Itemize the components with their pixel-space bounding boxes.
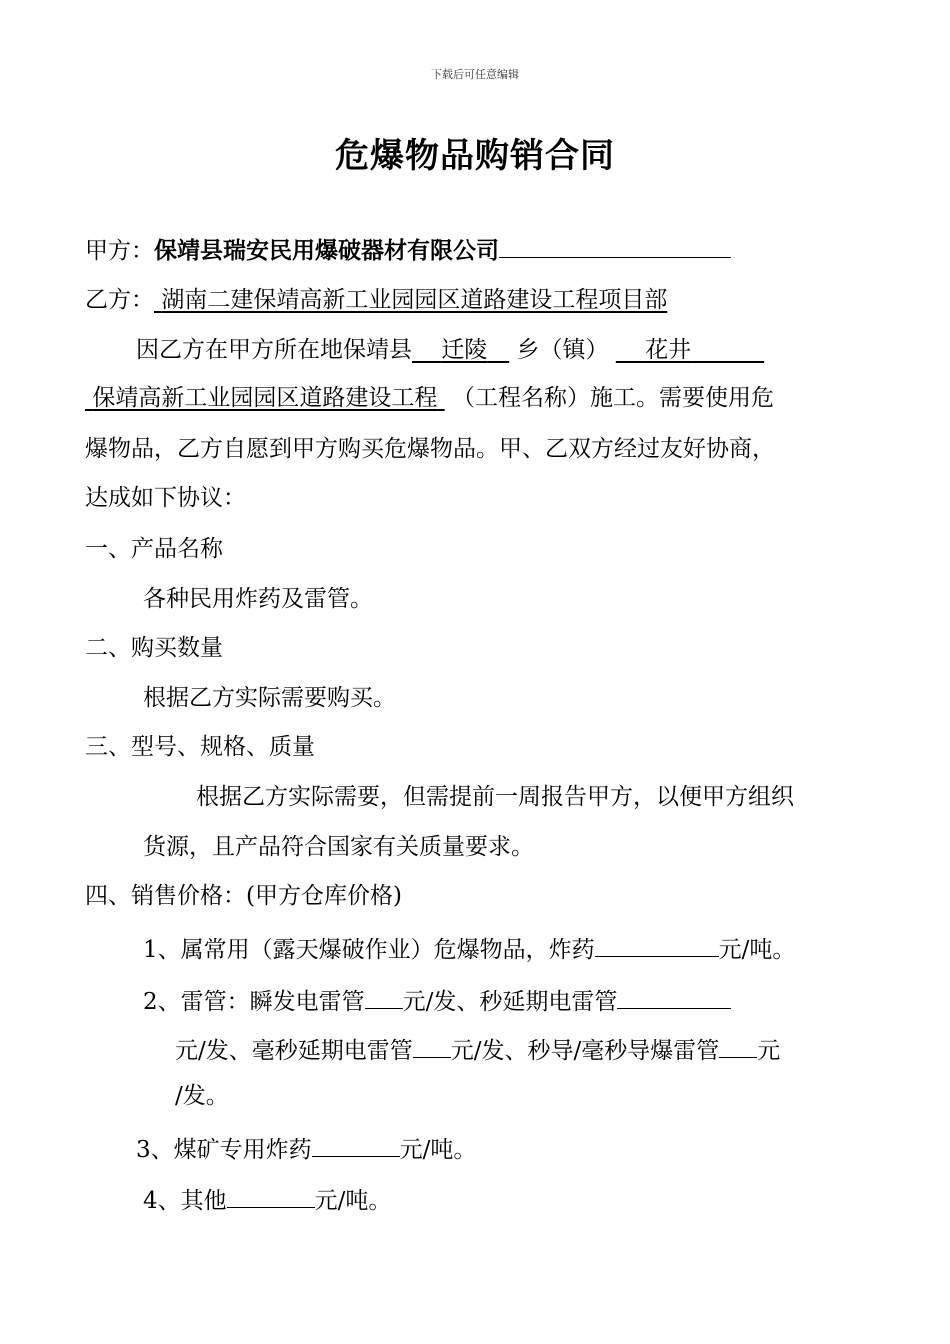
ms-delay-detonator-price-blank: [413, 1031, 451, 1058]
party-b-label: 乙方：: [85, 287, 154, 313]
party-a-label: 甲方：: [85, 238, 154, 264]
intro-line-2: [85, 382, 774, 414]
nonel-detonator-price-blank: [719, 1031, 757, 1058]
price-item-2-line-2: 元/发、毫秒延期电雷管 元/发、秒导/毫秒导爆雷管 元: [175, 1031, 780, 1067]
section-1-heading: 一、产品名称: [85, 536, 223, 562]
intro-line-1: [136, 334, 764, 366]
intro-text-1: 因乙方在甲方所在地保靖县: [136, 337, 412, 363]
coal-mine-explosive-price-blank: [312, 1130, 400, 1157]
section-2-heading: 二、购买数量: [85, 635, 223, 661]
instant-detonator-price-blank: [365, 982, 403, 1009]
village-field: 花井: [645, 337, 692, 363]
intro-text-2: 乡（镇）: [516, 337, 609, 363]
page-header-note: 下载后可任意编辑: [431, 68, 519, 81]
intro-text-3: （工程名称）施工。需要使用危: [451, 385, 774, 411]
section-3-body-2: 货源，且产品符合国家有关质量要求。: [143, 834, 534, 860]
explosive-price-blank: [595, 930, 719, 957]
other-price-blank: [227, 1181, 315, 1208]
section-4-heading: 四、销售价格：(甲方仓库价格): [85, 883, 402, 909]
intro-line-3: 爆物品，乙方自愿到甲方购买危爆物品。甲、乙双方经过友好协商，: [85, 436, 775, 462]
section-3-body-1: 根据乙方实际需要，但需提前一周报告甲方，以便甲方组织: [196, 784, 794, 810]
party-b-line: [85, 284, 667, 316]
price-item-2-line-3: /发。: [175, 1083, 229, 1109]
price-item-1: 1、属常用（露天爆破作业）危爆物品，炸药 元/吨。: [143, 930, 795, 966]
price-item-3: 3、煤矿专用炸药 元/吨。: [136, 1130, 476, 1166]
section-2-body: 根据乙方实际需要购买。: [143, 685, 396, 711]
section-1-body: 各种民用炸药及雷管。: [143, 586, 373, 612]
party-a-blank: [499, 231, 731, 258]
second-delay-detonator-price-blank: [617, 982, 731, 1009]
intro-line-4: 达成如下协议：: [85, 485, 246, 511]
price-item-4: 4、其他 元/吨。: [143, 1181, 391, 1217]
party-a-line: [85, 231, 731, 267]
section-3-heading: 三、型号、规格、质量: [85, 734, 315, 760]
party-a-name: 保靖县瑞安民用爆破器材有限公司: [154, 238, 499, 264]
township-field: 迁陵: [441, 337, 488, 363]
project-field: 保靖高新工业园园区道路建设工程: [92, 385, 438, 411]
price-item-2-line-1: 2、雷管：瞬发电雷管 元/发、秒延期电雷管: [143, 982, 731, 1018]
document-title: 危爆物品购销合同: [335, 136, 615, 176]
party-b-name: 湖南二建保靖高新工业园园区道路建设工程项目部: [161, 287, 668, 313]
